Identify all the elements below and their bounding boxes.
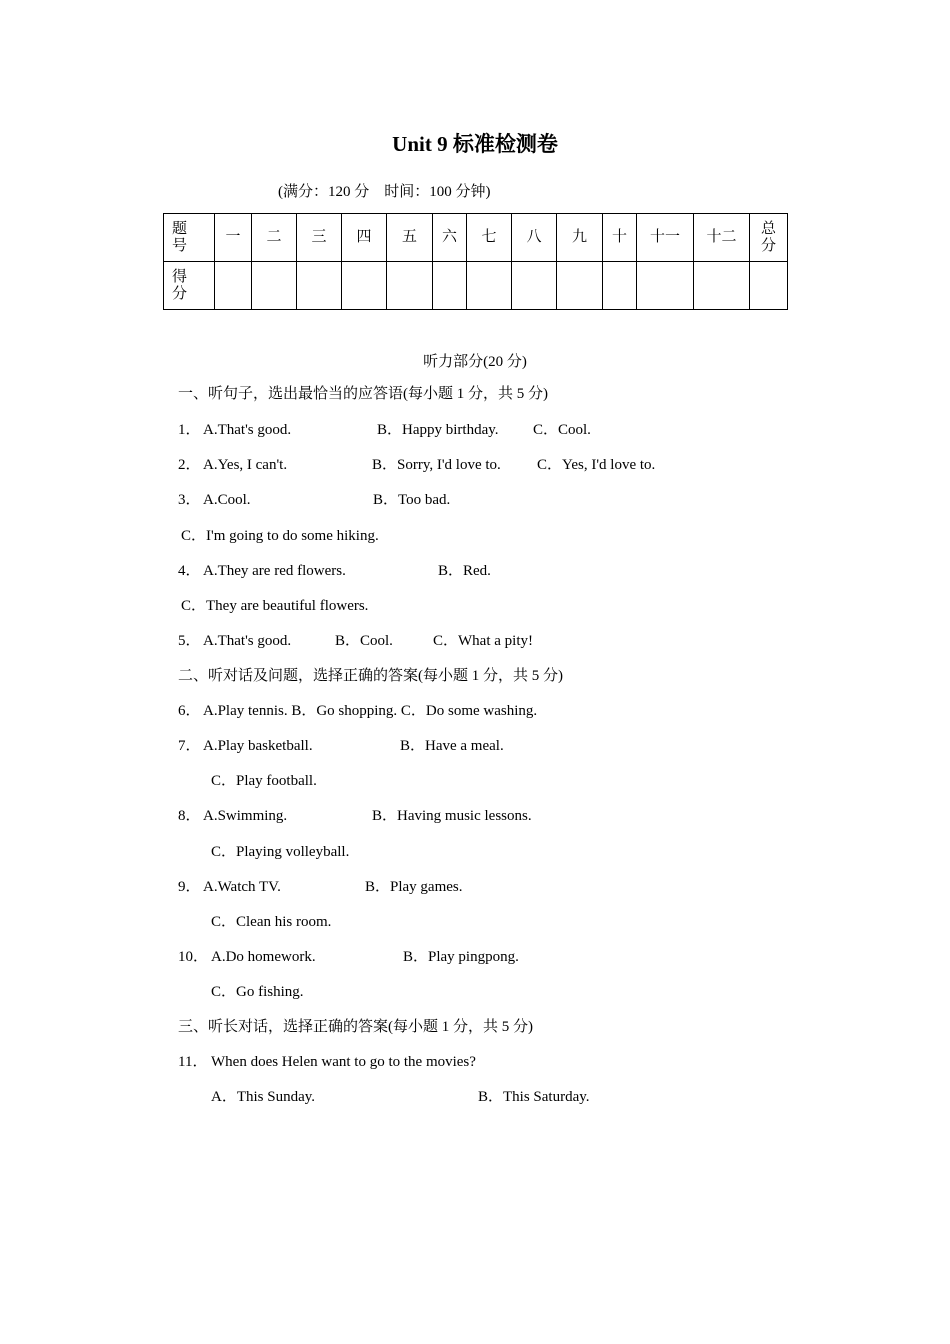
option-c: C．What a pity!: [433, 633, 533, 649]
column-header: 六: [433, 214, 467, 262]
question-number: 2．: [178, 457, 201, 473]
exam-title: Unit 9 标准检测卷: [392, 132, 558, 156]
question-number: 5．: [178, 633, 201, 649]
option-b: B．This Saturday.: [478, 1089, 590, 1105]
score-cell[interactable]: [433, 262, 467, 310]
column-header: 三: [297, 214, 342, 262]
option-b: B．Have a meal.: [400, 738, 504, 754]
question-stem: When does Helen want to go to the movies?: [211, 1054, 476, 1070]
score-table: [163, 213, 788, 310]
option-c: C．Yes, I'd love to.: [537, 457, 656, 473]
option-a: A.Watch TV.: [203, 879, 281, 895]
score-cell[interactable]: [512, 262, 557, 310]
score-cell[interactable]: [467, 262, 512, 310]
options-inline: A.Play tennis. B．Go shopping. C．Do some washing.: [203, 703, 538, 719]
score-cell[interactable]: [387, 262, 433, 310]
option-a: A.Cool.: [203, 492, 251, 508]
column-header: 一: [215, 214, 252, 262]
column-header: 九: [557, 214, 603, 262]
column-header: 八: [512, 214, 557, 262]
question-number: 8．: [178, 808, 201, 824]
column-header-total: 总 分: [750, 214, 788, 262]
option-c: C．I'm going to do some hiking.: [181, 528, 379, 544]
option-a: A.Yes, I can't.: [203, 457, 288, 473]
option-c: C．They are beautiful flowers.: [181, 598, 369, 614]
option-b: B．Cool.: [335, 633, 393, 649]
question-number: 6．: [178, 703, 201, 719]
header-label-cell: [164, 214, 215, 262]
score-table-score-row: [164, 262, 788, 310]
column-header: 十二: [694, 214, 750, 262]
score-cell[interactable]: [297, 262, 342, 310]
option-c: C．Playing volleyball.: [211, 844, 350, 860]
column-header: 五: [387, 214, 433, 262]
question-number: 1．: [178, 422, 201, 438]
option-b: B．Too bad.: [373, 492, 451, 508]
score-label: 得 分: [172, 268, 188, 302]
option-a: A.That's good.: [203, 633, 292, 649]
option-b: B．Sorry, I'd love to.: [372, 457, 501, 473]
option-b: B．Red.: [438, 563, 491, 579]
column-header: 四: [342, 214, 387, 262]
question-number: 3．: [178, 492, 201, 508]
question-number: 4．: [178, 563, 201, 579]
option-c: C．Cool.: [533, 422, 591, 438]
score-cell[interactable]: [342, 262, 387, 310]
score-cell[interactable]: [252, 262, 297, 310]
section-heading: 一、听句子，选出最恰当的应答语(每小题 1 分，共 5 分): [178, 386, 548, 402]
column-header: 十一: [637, 214, 694, 262]
listening-heading: 听力部分(20 分): [423, 354, 527, 370]
option-c: C．Go fishing.: [211, 984, 304, 1000]
column-header: 十: [603, 214, 637, 262]
score-cell[interactable]: [603, 262, 637, 310]
question-number: 11．: [178, 1054, 208, 1070]
option-a: A.Swimming.: [203, 808, 288, 824]
option-a: A.That's good.: [203, 422, 292, 438]
option-c: C．Play football.: [211, 773, 317, 789]
exam-subtitle: (满分：120 分 时间：100 分钟): [278, 184, 491, 200]
score-cell[interactable]: [557, 262, 603, 310]
score-cell[interactable]: [215, 262, 252, 310]
option-b: B．Play pingpong.: [403, 949, 519, 965]
score-table-header-row: [164, 214, 788, 262]
option-a: A.Do homework.: [211, 949, 316, 965]
score-cell[interactable]: [637, 262, 694, 310]
score-label-cell: [164, 262, 215, 310]
column-header: 二: [252, 214, 297, 262]
question-number: 9．: [178, 879, 201, 895]
section-heading: 二、听对话及问题，选择正确的答案(每小题 1 分，共 5 分): [178, 668, 563, 684]
option-a: A.They are red flowers.: [203, 563, 346, 579]
option-b: B．Play games.: [365, 879, 463, 895]
option-a: A．This Sunday.: [211, 1089, 316, 1105]
option-a: A.Play basketball.: [203, 738, 313, 754]
score-cell[interactable]: [694, 262, 750, 310]
column-header: 七: [467, 214, 512, 262]
score-cell[interactable]: [750, 262, 788, 310]
option-b: B．Having music lessons.: [372, 808, 532, 824]
question-number: 7．: [178, 738, 201, 754]
section-heading: 三、听长对话，选择正确的答案(每小题 1 分，共 5 分): [178, 1019, 533, 1035]
option-c: C．Clean his room.: [211, 914, 332, 930]
question-number: 10．: [178, 949, 209, 965]
header-label: 题 号: [172, 220, 188, 254]
option-b: B．Happy birthday.: [377, 422, 499, 438]
